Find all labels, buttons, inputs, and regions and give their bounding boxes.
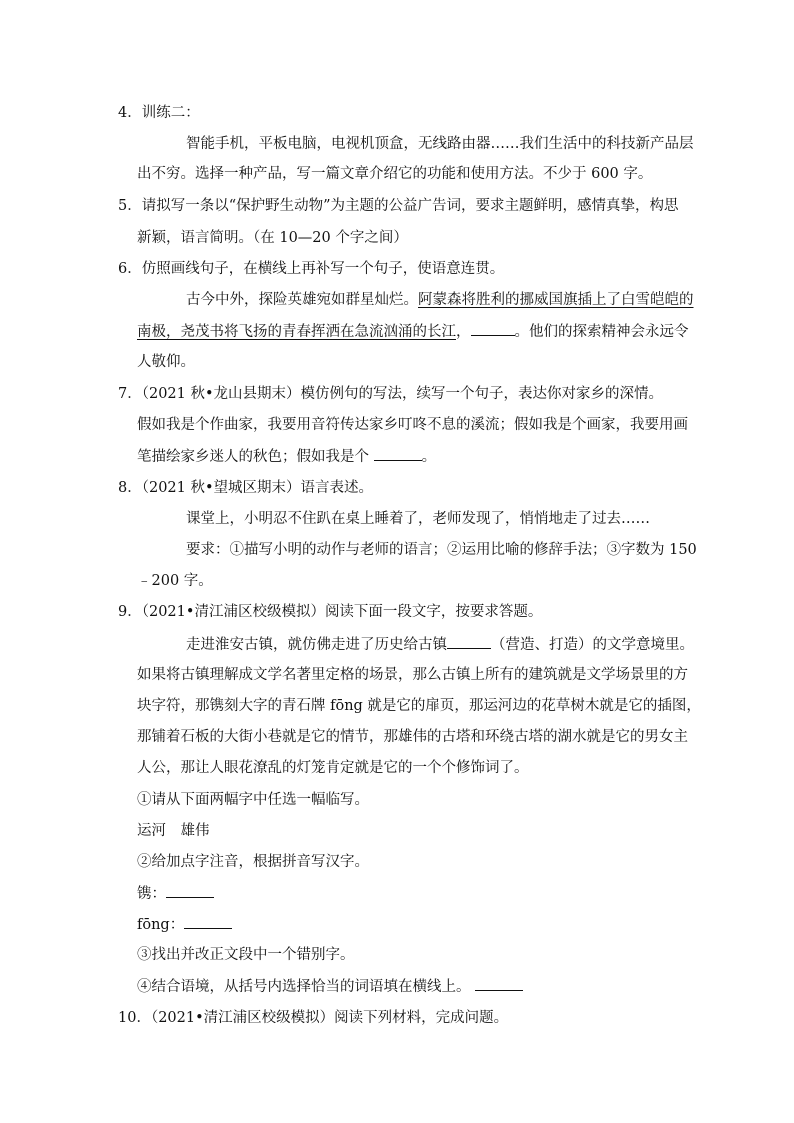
question-9-subquestion-3: ③找出并改正文段中一个错别字。 [137, 947, 355, 963]
question-6-passage-line [186, 290, 694, 310]
question-number: 7． [118, 386, 142, 402]
question-number: 10． [118, 1010, 151, 1026]
question-8-line: 课堂上，小明忍不住趴在桌上睡着了，老师发现了，悄悄地走了过去…… [186, 511, 650, 527]
question-9-passage-line: 那铺着石板的大街小巷就是它的情节，那雄伟的古塔和环绕古塔的湖水就是它的男女主 [137, 729, 688, 745]
question-number: 4． [118, 105, 142, 121]
question-6-heading [118, 259, 504, 279]
question-5-line: 新颖，语言简明。（在 10—20 个字之间） [137, 230, 408, 246]
question-text: （2021•清江浦区校级模拟）阅读下列材料，完成问题。 [150, 1010, 509, 1026]
question-4-paragraph-line: 出不穷。选择一种产品，写一篇文章介绍它的功能和使用方法。不少于 600 字。 [137, 166, 653, 182]
question-9-heading [118, 602, 542, 622]
question-4-heading [118, 103, 200, 123]
question-text: 笔描绘家乡迷人的秋色；假如我是个 [137, 449, 374, 465]
question-text: （2021•清江浦区校级模拟）阅读下面一段文字，按要求答题。 [141, 604, 543, 620]
answer-blank[interactable] [166, 883, 214, 898]
question-7-line: 假如我是个作曲家，我要用音符传达家乡叮咚不息的溪流；假如我是个画家，我要用画 [137, 417, 688, 433]
question-text: （2021 秋•望城区期末）语言表述。 [141, 480, 374, 496]
question-9-subquestion-1: ①请从下面两幅字中任选一幅临写。 [137, 792, 369, 808]
question-9-subquestion-4 [137, 976, 523, 997]
passage-text: 。他们的探索精神会永远令 [514, 324, 689, 340]
question-5-heading [118, 196, 679, 216]
question-9-passage-line: 人公，那让人眼花潦乱的灯笼肯定就是它的一个个修饰词了。 [137, 760, 529, 776]
question-number: 9． [118, 604, 142, 620]
question-7-line [137, 446, 436, 467]
question-9-fong-line [137, 914, 232, 935]
question-9-subquestion-2: ②给加点字注音，根据拼音写汉字。 [137, 854, 369, 870]
question-number: 5． [118, 198, 142, 214]
question-text: ④结合语境，从括号内选择恰当的词语填在横线上。 [137, 979, 476, 995]
answer-blank[interactable] [447, 634, 491, 649]
passage-text: 古今中外，探险英雄宛如群星灿烂。 [186, 292, 418, 308]
question-7-heading [118, 384, 663, 404]
passage-text: 走进淮安古镇，就仿佛走进了历史给古镇 [186, 637, 447, 653]
question-6-passage-line [137, 321, 689, 342]
question-text: 请拟写一条以“保护野生动物”为主题的公益广告词，要求主题鲜明，感情真挚，构思 [141, 198, 679, 214]
underlined-sentence: 南极，尧茂书将飞扬的青春挥洒在急流汹涌的长江 [137, 324, 456, 340]
answer-blank[interactable] [471, 321, 515, 336]
underlined-sentence: 阿蒙森将胜利的挪威国旗插上了白雪皑皑的 [418, 292, 694, 308]
question-8-line: ﹣200 字。 [137, 573, 213, 589]
question-8-heading [118, 478, 373, 498]
passage-text: （营造、打造）的文学意境里。 [491, 637, 694, 653]
question-8-line: 要求：①描写小明的动作与老师的语言；②运用比喻的修辞手法；③字数为 150 [186, 542, 697, 558]
question-6-passage-line: 人敬仰。 [137, 354, 195, 370]
question-9-passage-line: 块字符，那镌刻大字的青石牌 fōng 就是它的扉页，那运河边的花草树木就是它的插图， [137, 698, 701, 714]
blank-label: fōng： [137, 917, 185, 933]
answer-blank[interactable] [475, 976, 523, 991]
question-number: 6． [118, 261, 142, 277]
question-text: 。 [421, 449, 437, 465]
question-9-passage-line: 如果将古镇理解成文学名著里定格的场景，那么古镇上所有的建筑就是文学场景里的方 [137, 667, 688, 683]
question-text: 仿照画线句子，在横线上再补写一个句子，使语意连贯。 [141, 261, 505, 277]
question-9-passage-line [186, 634, 694, 655]
question-text: 训练二： [141, 105, 200, 121]
question-4-paragraph-line: 智能手机，平板电脑，电视机顶盒，无线路由器……我们生活中的科技新产品层 [186, 136, 694, 152]
question-9-words: 运河 雄伟 [137, 823, 210, 839]
question-10-heading [118, 1008, 508, 1028]
question-number: 8． [118, 480, 142, 496]
answer-blank[interactable] [184, 914, 232, 929]
answer-blank[interactable] [374, 446, 422, 461]
question-text: （2021 秋•龙山县期末）模仿例句的写法，续写一个句子，表达你对家乡的深情。 [141, 386, 664, 402]
question-9-juan-line [137, 883, 214, 904]
passage-text: ， [456, 324, 471, 340]
blank-label: 镌： [137, 886, 166, 902]
